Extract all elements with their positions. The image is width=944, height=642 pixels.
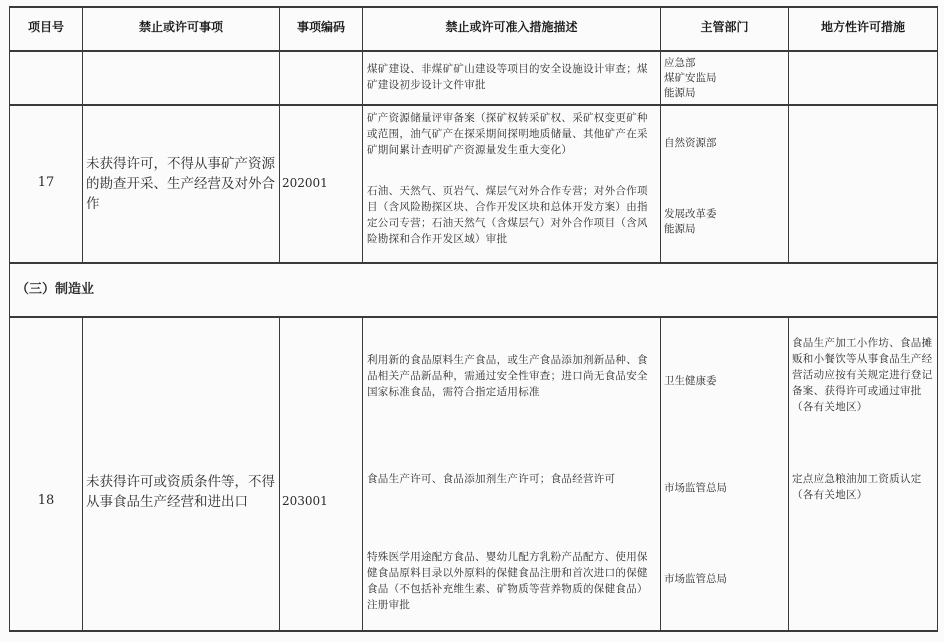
row17-code: 202001 — [282, 176, 328, 190]
row17-item: 未获得许可，不得从事矿产资源的勘查开采、生产经营及对外合作 — [86, 156, 275, 212]
rule-v-3 — [362, 6, 363, 262]
rule-v-4 — [660, 6, 661, 262]
rule-v-2-r18 — [279, 316, 280, 631]
row18-code: 203001 — [282, 494, 328, 508]
row18-dept1: 卫生健康委 — [664, 375, 717, 387]
row17-desc1: 矿产资源储量评审备案（探矿权转采矿权、采矿权变更矿种或范围，油气矿产在探采期间探明地质储量、其他矿产在采矿期间累计查明矿产资源量发生重大变化） — [367, 112, 648, 156]
rule-v-right-r18 — [937, 316, 938, 631]
row17-dept1: 自然资源部 — [664, 137, 717, 149]
row18-dept3: 市场监管总局 — [664, 573, 727, 585]
rule-table-bottom — [9, 630, 938, 632]
rule-v-left — [9, 6, 10, 262]
row17-id: 17 — [37, 175, 55, 190]
row18-desc2: 食品生产许可、食品添加剂生产许可；食品经营许可 — [367, 473, 616, 485]
row18-dept2: 市场监管总局 — [664, 482, 727, 494]
rule-v-right — [937, 6, 938, 262]
rule-row17-bottom — [9, 262, 938, 264]
rule-v-section-left — [9, 262, 10, 316]
header-col-dept: 主管部门 — [700, 20, 749, 34]
rule-v-5 — [788, 6, 789, 262]
row18-local1: 食品生产加工小作坊、食品摊贩和小餐饮等从事食品生产经营活动应按有关规定进行登记备案、获得许可或通过审批（各有关地区） — [792, 337, 933, 413]
row18-desc3: 特殊医学用途配方食品、婴幼儿配方乳粉产品配方、使用保健食品原料目录以外原料的保健食品注册和首次进口的保健食品（不包括补充维生素、矿物质等营养物质的保健食品）注册审批 — [367, 551, 648, 611]
rule-v-left-r18 — [9, 316, 10, 631]
rule-v-3-r18 — [362, 316, 363, 631]
rule-v-5-r18 — [788, 316, 789, 631]
section-title: （三）制造业 — [16, 282, 95, 297]
header-col-local: 地方性许可措施 — [820, 20, 905, 34]
row17-desc2: 石油、天然气、页岩气、煤层气对外合作专营；对外合作项目（含风险勘探区块、合作开发区块和总体开发方案）由指定公司专营；石油天然气（含煤层气）对外合作项目（含风险勘探和合作开发区域）审批 — [367, 185, 648, 245]
header-col-item: 禁止或许可事项 — [138, 20, 223, 34]
rule-v-1 — [82, 6, 83, 262]
rule-v-section-right — [937, 262, 938, 316]
row18-desc1: 利用新的食品原料生产食品，或生产食品添加剂新品种、食品相关产品新品种，需通过安全性审查；进口尚无食品安全国家标准食品，需符合指定适用标准 — [367, 354, 648, 398]
header-col-id: 项目号 — [27, 20, 64, 34]
rule-top — [9, 6, 938, 8]
header-col-code: 事项编码 — [296, 20, 345, 34]
row17-dept2: 发展改革委 能源局 — [664, 208, 717, 235]
row18-item: 未获得许可或资质条件等，不得从事食品生产经营和进出口 — [86, 474, 275, 510]
rule-header-bottom — [9, 50, 938, 52]
rule-v-4-r18 — [660, 316, 661, 631]
header-col-desc: 禁止或许可准入措施描述 — [445, 20, 578, 34]
row-cont-desc: 煤矿建设、非煤矿矿山建设等项目的安全设施设计审查；煤矿建设初步设计文件审批 — [367, 63, 648, 91]
row-cont-dept: 应急部 煤矿安监局 能源局 — [664, 57, 717, 99]
rule-v-2 — [279, 6, 280, 262]
rule-section-bottom — [9, 316, 938, 318]
row18-id: 18 — [37, 493, 55, 508]
rule-row-cont-bottom — [9, 104, 938, 106]
row18-local2: 定点应急粮油加工资质认定（各有关地区） — [792, 473, 922, 501]
rule-v-1-r18 — [82, 316, 83, 631]
